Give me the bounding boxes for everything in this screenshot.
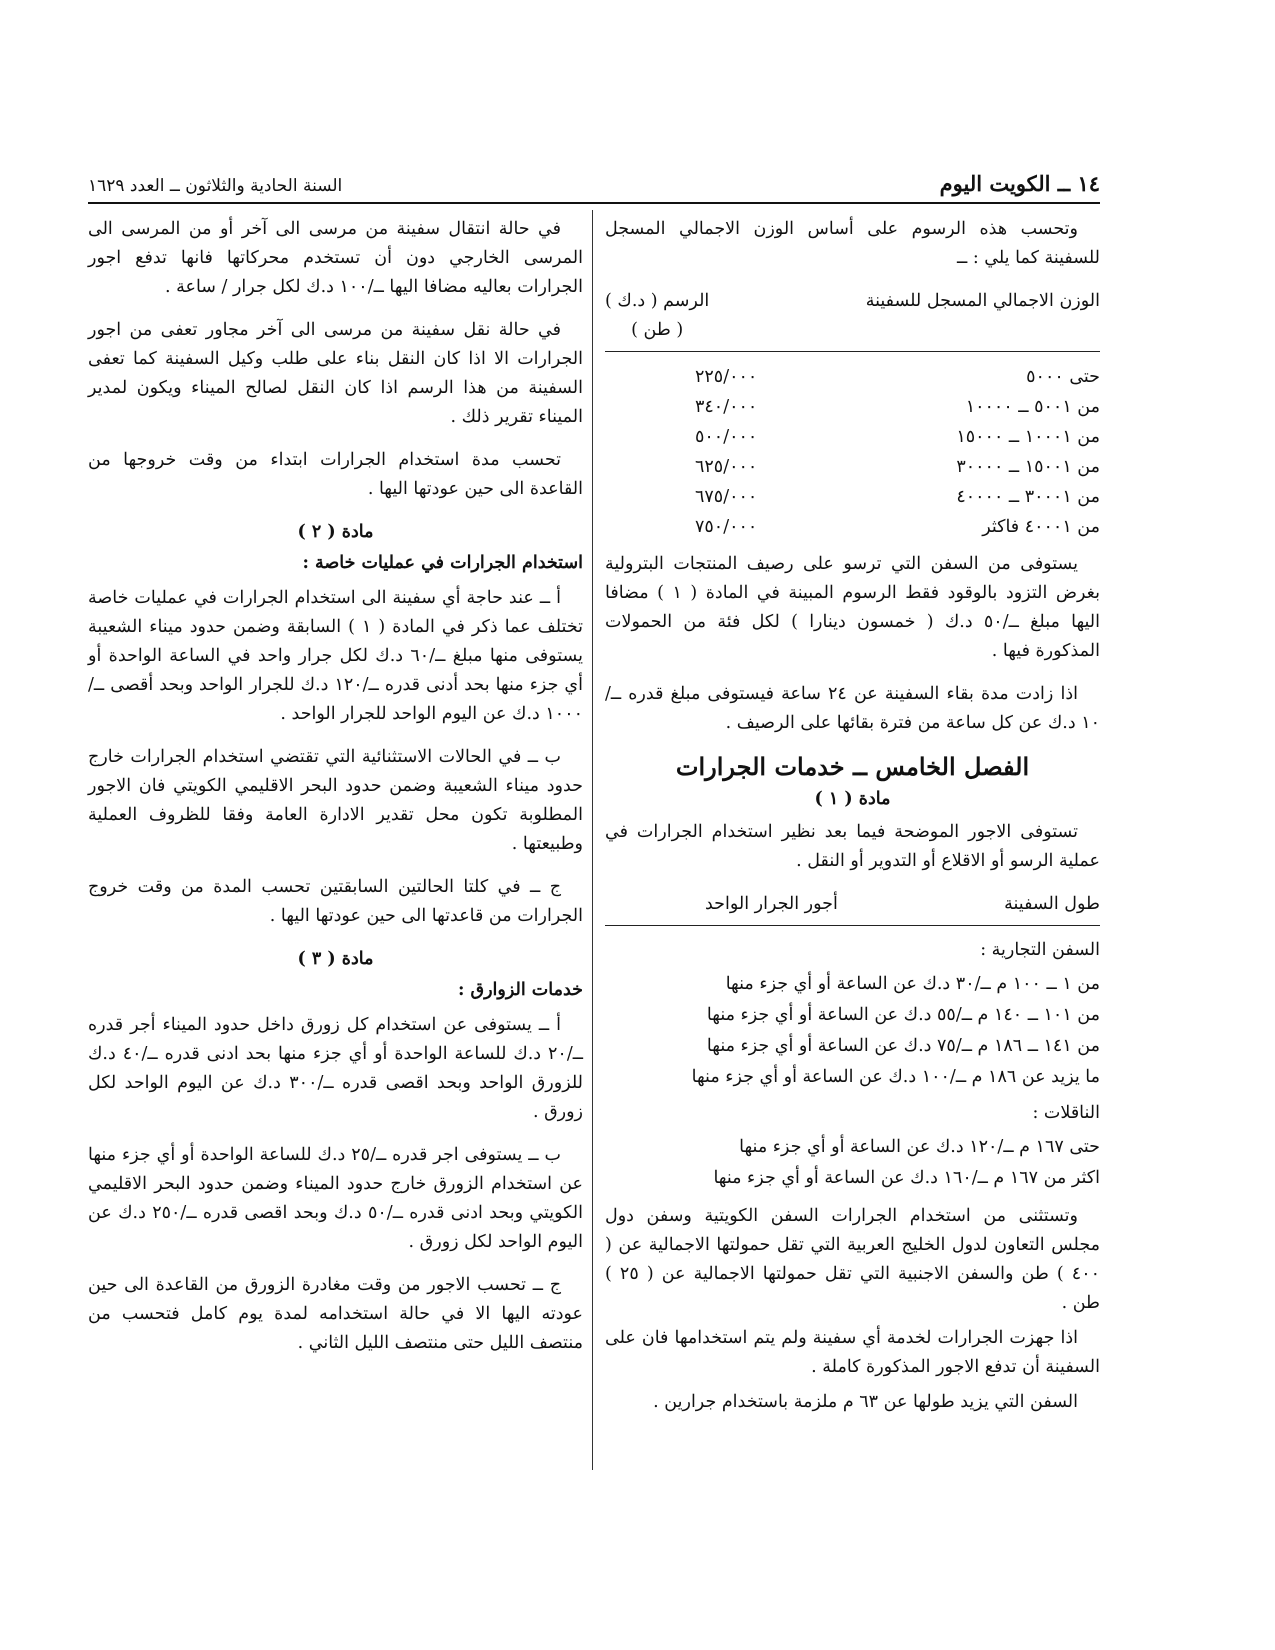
article-2-c: ج ــ في كلتا الحالتين السابقتين تحسب المدة من وقت خروج الجرارات من قاعدتها الى حين عودتها اليها . <box>88 877 583 926</box>
table-row: من ١٠١ ــ ١٤٠ م ــ/٥٥ د.ك عن الساعة أو أي جزء منها <box>706 1005 1100 1025</box>
duration-paragraph: تحسب مدة استخدام الجرارات ابتداء من وقت خروجها من القاعدة الى حين عودتها اليها . <box>88 450 583 499</box>
table-row: من ١٠٠٠١ ــ ١٥٠٠٠ ٥٠٠/٠٠٠ <box>695 427 1100 447</box>
fee-column-header: الرسم ( د.ك ) <box>605 291 710 311</box>
article-3-b: ب ــ يستوفى اجر قدره ــ/٢٥ د.ك للساعة الواحدة أو أي جزء منها عن استخدام الزورق خارج حدود الميناء وضمن حدود البحر الاقليمي الكويتي وبحد ادنى قدره ــ/٥٠ د.ك وبحد اقصى قدره ــ/٢٥٠ د.ك عن اليوم الواحد لكل زورق . <box>88 1145 584 1252</box>
page-title: ١٤ ــ الكويت اليوم <box>939 171 1100 196</box>
table-rule <box>605 351 1100 352</box>
right-column <box>605 215 1100 1431</box>
table-row: من ١٥٠٠١ ــ ٣٠٠٠٠ ٦٢٥/٠٠٠ <box>695 457 1100 477</box>
table-row: من ٥٠٠١ ــ ١٠٠٠٠ ٣٤٠/٠٠٠ <box>695 397 1100 417</box>
tankers-label: الناقلات : <box>1032 1103 1100 1123</box>
issue-info: السنة الحادية والثلاثون ــ العدد ١٦٢٩ <box>88 176 343 196</box>
left-column <box>88 215 583 1372</box>
reserved-tugs-paragraph: اذا جهزت الجرارات لخدمة أي سفينة ولم يتم استخدامها فان على السفينة أن تدفع الاجور المذكورة كاملة . <box>605 1328 1100 1377</box>
table-row: اكثر من ١٦٧ م ــ/١٦٠ د.ك عن الساعة أو أي جزء منها <box>713 1168 1100 1188</box>
commercial-label: السفن التجارية : <box>980 940 1100 960</box>
weight-table <box>605 362 1100 542</box>
commercial-table <box>605 969 1100 1093</box>
fees-intro: وتحسب هذه الرسوم على أساس الوزن الاجمالي المسجل للسفينة كما يلي : ــ <box>605 219 1100 268</box>
overstay-paragraph: اذا زادت مدة بقاء السفينة عن ٢٤ ساعة فيستوفى مبلغ قدره ــ/١٠ د.ك عن كل ساعة من فترة بقائها على الرصيف . <box>605 684 1100 733</box>
table-row: ما يزيد عن ١٨٦ م ــ/١٠٠ د.ك عن الساعة أو أي جزء منها <box>691 1067 1100 1087</box>
article-1-text: تستوفى الاجور الموضحة فيما بعد نظير استخدام الجرارات في عملية الرسو أو الاقلاع أو التدوير أو النقل . <box>605 822 1100 871</box>
article-3-c: ج ــ تحسب الاجور من وقت مغادرة الزورق من القاعدة الى حين عودته اليها الا في حالة استخدامه لمدة يوم كامل فتحسب من منتصف الليل حتى منتصف الليل الثاني . <box>88 1275 583 1353</box>
adjacent-move-paragraph: في حالة نقل سفينة من مرسى الى آخر مجاور تعفى من اجور الجرارات الا اذا كان النقل بناء على طلب وكيل السفينة كما تعفى السفينة من هذا الرسم اذا كان النقل لصالح الميناء ويكون لمدير الميناء تقرير ذلك . <box>88 320 583 427</box>
weight-table-header <box>605 287 1100 345</box>
article-3-title: مادة ( ٣ ) <box>297 949 374 969</box>
tankers-table <box>605 1132 1100 1194</box>
table-row: من ٣٠٠٠١ ــ ٤٠٠٠٠ ٦٧٥/٠٠٠ <box>695 487 1100 507</box>
move-paragraph: في حالة انتقال سفينة من مرسى الى آخر أو من المرسى الى المرسى الخارجي دون أن تستخدم محركاتها فانها تدفع اجور الجرارات بعاليه مضافا اليها ــ/١٠٠ د.ك لكل جرار / ساعة . <box>88 219 583 297</box>
article-3-a: أ ــ يستوفى عن استخدام كل زورق داخل حدود الميناء أجر قدره ــ/٢٠ د.ك للساعة الواحدة أو أي جزء منها بحد ادنى قدره ــ/٤٠ د.ك للزورق الواحد وبحد اقصى قدره ــ/٣٠٠ د.ك عن اليوم الواحد لكل زورق . <box>88 1015 583 1122</box>
article-2-title: مادة ( ٢ ) <box>297 522 374 542</box>
table-row: من ٤٠٠٠١ فاكثر ٧٥٠/٠٠٠ <box>695 517 1100 537</box>
article-3-heading: خدمات الزوارق : <box>457 980 583 1000</box>
exemption-paragraph: وتستثنى من استخدام الجرارات السفن الكويتية وسفن دول مجلس التعاون لدول الخليج العربية التي تقل حمولتها الاجمالية عن ( ٤٠٠ ) طن والسفن الاجنبية التي تقل حمولتها الاجمالية عن ( ٢٥ ) طن . <box>605 1206 1100 1313</box>
column-divider <box>592 210 593 1470</box>
table-row: من ١ ــ ١٠٠ م ــ/٣٠ د.ك عن الساعة أو أي جزء منها <box>725 974 1100 994</box>
header-rule <box>88 202 1100 204</box>
table-row: حتى ١٦٧ م ــ/١٢٠ د.ك عن الساعة أو أي جزء منها <box>739 1137 1100 1157</box>
table-rule <box>605 925 1100 926</box>
article-2-b: ب ــ في الحالات الاستثنائية التي تقتضي استخدام الجرارات خارج حدود ميناء الشعيبة وضمن حدود البحر الاقليمي الكويتي فان الاجور المطلوبة تكون محل تقدير الادارة العامة وفقا للظروف العملية وطبيعتها . <box>88 747 583 854</box>
table-row: حتى ٥٠٠٠ ٢٢٥/٠٠٠ <box>695 367 1100 387</box>
article-2-heading: استخدام الجرارات في عمليات خاصة : <box>302 553 583 573</box>
chapter-title: الفصل الخامس ــ خدمات الجرارات <box>675 752 1030 781</box>
long-ships-paragraph: السفن التي يزيد طولها عن ٦٣ م ملزمة باستخدام جرارين . <box>653 1392 1078 1412</box>
page-header <box>88 168 1100 196</box>
table-row: من ١٤١ ــ ١٨٦ م ــ/٧٥ د.ك عن الساعة أو أي جزء منها <box>706 1036 1100 1056</box>
article-2-a: أ ــ عند حاجة أي سفينة الى استخدام الجرارات في عمليات خاصة تختلف عما ذكر في المادة ( ١ ) السابقة وضمن حدود ميناء الشعيبة يستوفى منها مبلغ ــ/٦٠ د.ك لكل جرار واحد في الساعة الواحدة أو أي جزء منها بحد أدنى قدره ــ/١٢٠ د.ك للجرار الواحد وبحد أقصى ــ/١٠٠٠ د.ك عن اليوم الواحد للجرار الواحد . <box>88 588 583 724</box>
length-column-header: طول السفينة <box>1004 894 1100 914</box>
tug-fee-column-header: أجور الجرار الواحد <box>705 894 838 914</box>
weight-column-header: الوزن الاجمالي المسجل للسفينة <box>865 291 1100 311</box>
tug-table-header <box>605 890 1100 919</box>
article-1-title: مادة ( ١ ) <box>814 789 891 809</box>
petroleum-paragraph: يستوفى من السفن التي ترسو على رصيف المنتجات البترولية بغرض التزود بالوقود فقط الرسوم المبينة في المادة ( ١ ) مضافا اليها مبلغ ــ/٥٠ د.ك ( خمسون دينارا ) لكل فئة من الحمولات المذكورة فيها . <box>605 554 1100 661</box>
fee-column-unit: ( طن ) <box>631 320 684 340</box>
